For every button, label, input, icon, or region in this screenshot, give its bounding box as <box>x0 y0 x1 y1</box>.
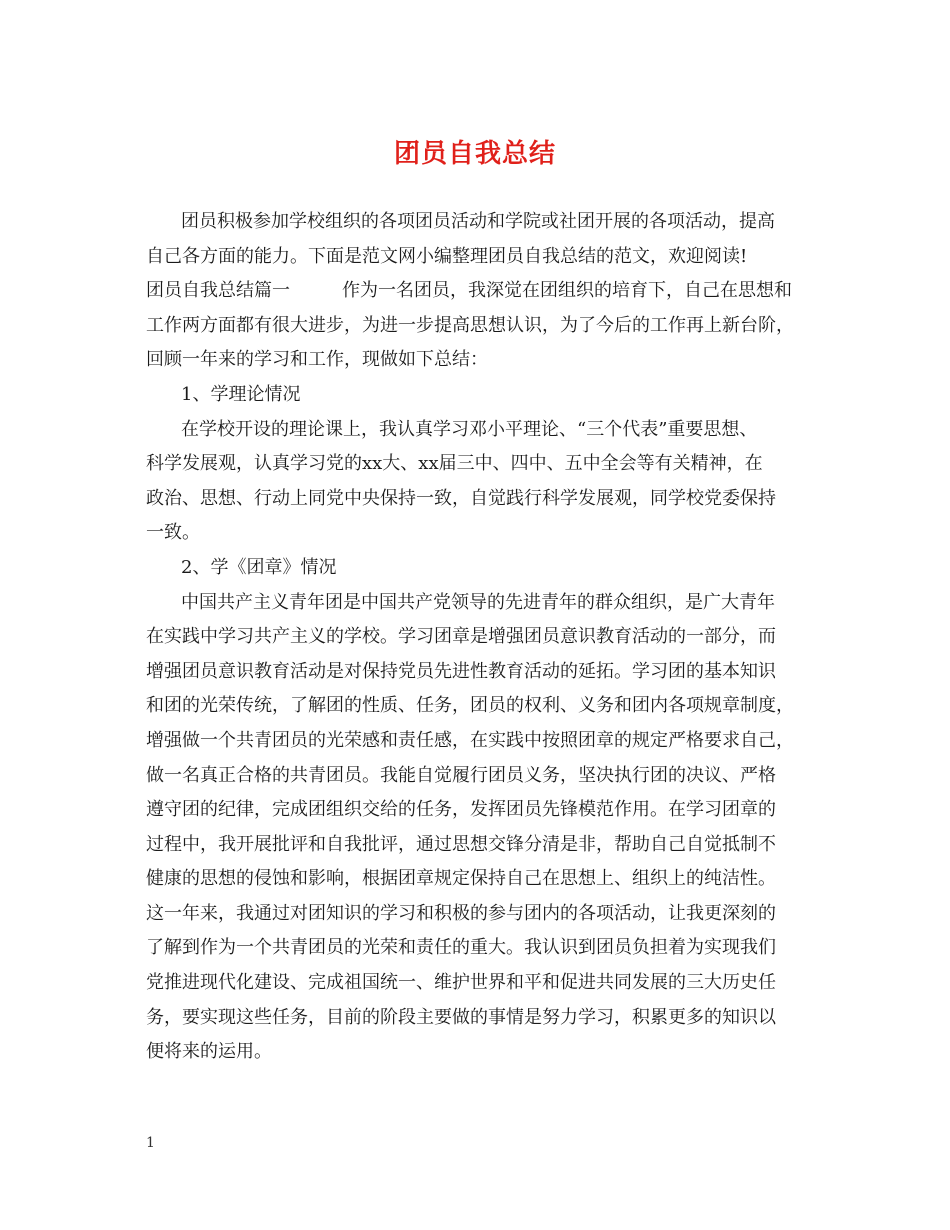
body-line: 科学发展观，认真学习党的xx大、xx届三中、四中、五中全会等有关精神，在 <box>146 453 763 475</box>
page-number: 1 <box>146 1135 155 1151</box>
body-line: 做一名真正合格的共青团员。我能自觉履行团员义务，坚决执行团的决议、严格 <box>146 764 776 786</box>
body-line: 党推进现代化建设、完成祖国统一、维护世界和平和促进共同发展的三大历史任 <box>146 972 776 994</box>
body-line: 健康的思想的侵蚀和影响，根据团章规定保持自己在思想上、组织上的纯洁性。 <box>146 868 776 890</box>
document-title: 团员自我总结 <box>393 139 556 169</box>
body-line: 工作两方面都有很大进步，为进一步提高思想认识，为了今后的工作再上新台阶， <box>146 314 794 336</box>
body-line: 在学校开设的理论课上，我认真学习邓小平理论、“三个代表”重要思想、 <box>181 418 758 440</box>
body-line: 遵守团的纪律，完成团组织交给的任务，发挥团员先锋模范作用。在学习团章的 <box>146 799 776 821</box>
body-line: 这一年来，我通过对团知识的学习和积极的参与团内的各项活动，让我更深刻的 <box>146 902 776 924</box>
section-text: 作为一名团员，我深觉在团组织的培育下，自己在思想和 <box>342 280 792 302</box>
subheading: 2、学《团章》情况 <box>181 556 337 578</box>
section-heading: 团员自我总结篇一 <box>146 280 290 302</box>
body-line: 政治、思想、行动上同党中央保持一致，自觉践行科学发展观，同学校党委保持 <box>146 487 776 509</box>
body-line: 增强团员意识教育活动是对保持党员先进性教育活动的延拓。学习团的基本知识 <box>146 660 776 682</box>
body-line: 在实践中学习共产主义的学校。学习团章是增强团员意识教育活动的一部分，而 <box>146 626 776 648</box>
body-line: 自己各方面的能力。下面是范文网小编整理团员自我总结的范文，欢迎阅读! <box>146 245 748 267</box>
body-line: 中国共产主义青年团是中国共产党领导的先进青年的群众组织，是广大青年 <box>181 591 775 613</box>
body-line: 团员积极参加学校组织的各项团员活动和学院或社团开展的各项活动，提高 <box>181 211 775 232</box>
body-line: 便将来的运用。 <box>146 1041 272 1063</box>
document-body <box>146 205 810 1070</box>
subheading: 1、学理论情况 <box>181 383 301 405</box>
body-line: 务，要实现这些任务，目前的阶段主要做的事情是努力学习，积累更多的知识以 <box>146 1006 776 1028</box>
section-heading-line <box>146 274 810 309</box>
body-line: 一致。 <box>146 522 200 544</box>
body-line: 回顾一年来的学习和工作，现做如下总结： <box>146 349 488 371</box>
body-line: 和团的光荣传统，了解团的性质、任务，团员的权利、义务和团内各项规章制度， <box>146 695 794 717</box>
body-line: 过程中，我开展批评和自我批评，通过思想交锋分清是非，帮助自己自觉抵制不 <box>146 833 776 855</box>
body-line: 了解到作为一个共青团员的光荣和责任的重大。我认识到团员负担着为实现我们 <box>146 937 776 959</box>
body-line: 增强做一个共青团员的光荣感和责任感，在实践中按照团章的规定严格要求自己， <box>146 729 794 751</box>
